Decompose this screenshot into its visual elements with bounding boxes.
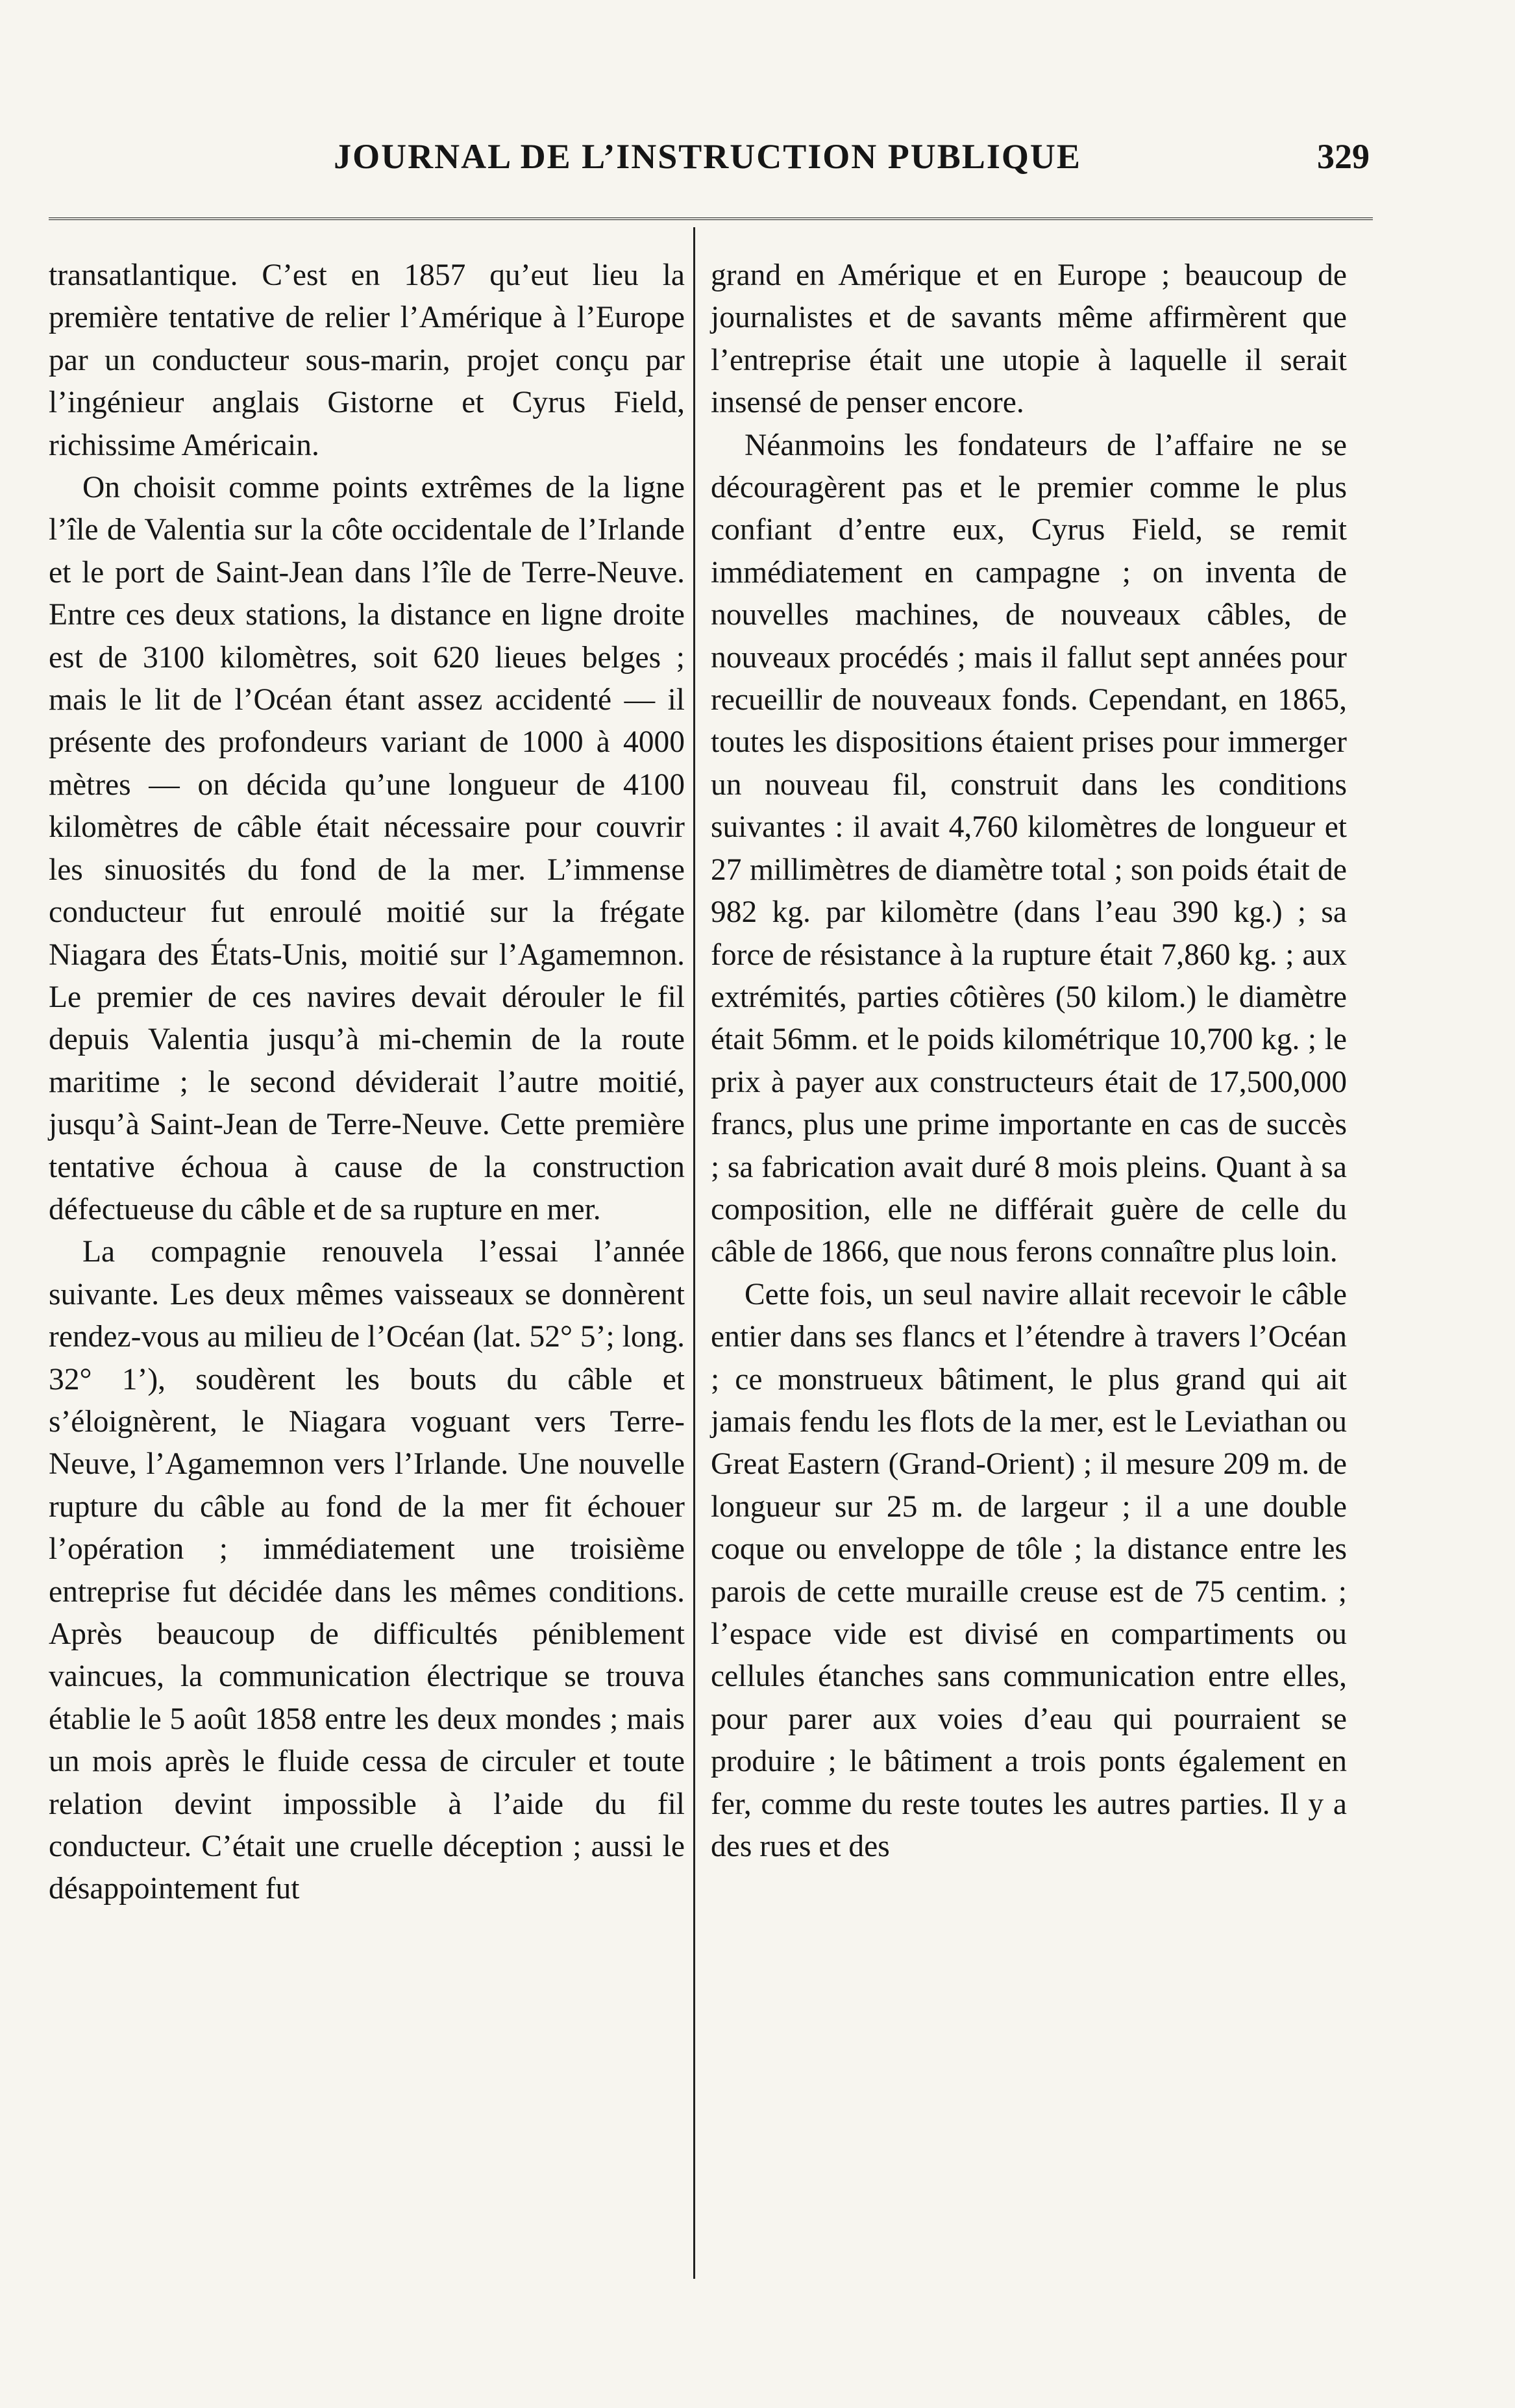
- paragraph: On choisit comme points extrêmes de la ligne l’île de Valentia sur la côte occidentale de l’Irlande et le port de Saint-Jean dans l’île de Terre-Neuve. Entre ces deux stations, la distance en ligne droite est de 3100 kilomètres, soit 620 lieues belges ; mais le lit de l’Océan étant assez accidenté — il présente des profondeurs variant de 1000 à 4000 mètres — on décida qu’une longueur de 4100 kilomètres de câble était nécessaire pour couvrir les sinuosités du fond de la mer. L’immense conducteur fut enroulé moitié sur la frégate Niagara des États-Unis, moitié sur l’Agamemnon. Le premier de ces navires devait dérouler le fil depuis Valentia jusqu’à mi-chemin de la route maritime ; le second déviderait l’autre moitié, jusqu’à Saint-Jean de Terre-Neuve. Cette première tentative échoua à cause de la construction défectueuse du câble et de sa rupture en mer.: [49, 471, 685, 1226]
- paragraph: grand en Amérique et en Europe ; beaucoup de journalistes et de savants même affirmèrent que l’entreprise était une utopie à laquelle il serait insensé de penser encore.: [711, 258, 1347, 420]
- page-header: [45, 136, 1370, 188]
- paragraph: Cette fois, un seul navire allait recevoir le câble entier dans ses flancs et l’étendre à travers l’Océan ; ce monstrueux bâtiment, le plus grand qui ait jamais fendu les flots de la mer, est le Leviathan ou Great Eastern (Grand-Orient) ; il mesure 209 m. de longueur sur 25 m. de largeur ; il a une double coque ou enveloppe de tôle ; la distance entre les parois de cette muraille creuse est de 75 centim. ; l’espace vide est divisé en compartiments ou cellules étanches sans communication entre elles, pour parer aux voies d’eau qui pourraient se produire ; le bâtiment a trois ponts également en fer, comme du reste toutes les autres parties. Il y a des rues et des: [711, 1277, 1347, 1864]
- left-column: [49, 254, 685, 1911]
- running-title: JOURNAL DE L’INSTRUCTION PUBLIQUE: [334, 137, 1081, 176]
- paragraph: transatlantique. C’est en 1857 qu’eut lieu la première tentative de relier l’Amérique à l’Europe par un conducteur sous-marin, projet conçu par l’ingénieur anglais Gistorne et Cyrus Field, richissime Américain.: [49, 258, 685, 462]
- paragraph: La compagnie renouvela l’essai l’année suivante. Les deux mêmes vaisseaux se donnèrent rendez-vous au milieu de l’Océan (lat. 52° 5’; long. 32° 1’), soudèrent les bouts du câble et s’éloignèrent, le Niagara voguant vers Terre-Neuve, l’Agamemnon vers l’Irlande. Une nouvelle rupture du câble au fond de la mer fit échouer l’opération ; immédiatement une troisième entreprise fut décidée dans les mêmes conditions. Après beaucoup de difficultés péniblement vaincues, la communication électrique se trouva établie le 5 août 1858 entre les deux mondes ; mais un mois après le fluide cessa de circuler et toute relation devint impossible à l’aide du fil conducteur. C’était une cruelle déception ; aussi le désappointement fut: [49, 1235, 685, 1906]
- page-number: 329: [1317, 137, 1370, 176]
- header-rule: [49, 217, 1373, 220]
- column-divider: [693, 227, 695, 2279]
- right-column: [711, 254, 1347, 1868]
- paragraph: Néanmoins les fondateurs de l’affaire ne se découragèrent pas et le premier comme le plus confiant d’entre eux, Cyrus Field, se remit immédiatement en campagne ; on inventa de nouvelles machines, de nouveaux câbles, de nouveaux procédés ; mais il fallut sept années pour recueillir de nouveaux fonds. Cependant, en 1865, toutes les dispositions étaient prises pour immerger un nouveau fil, construit dans les conditions suivantes : il avait 4,760 kilomètres de longueur et 27 millimètres de diamètre total ; son poids était de 982 kg. par kilomètre (dans l’eau 390 kg.) ; sa force de résistance à la rupture était 7,860 kg. ; aux extrémités, parties côtières (50 kilom.) le diamètre était 56mm. et le poids kilométrique 10,700 kg. ; le prix à payer aux constructeurs était de 17,500,000 francs, plus une prime importante en cas de succès ; sa fabrication avait duré 8 mois pleins. Quant à sa composition, elle ne différait guère de celle du câble de 1866, que nous ferons connaître plus loin.: [711, 428, 1347, 1269]
